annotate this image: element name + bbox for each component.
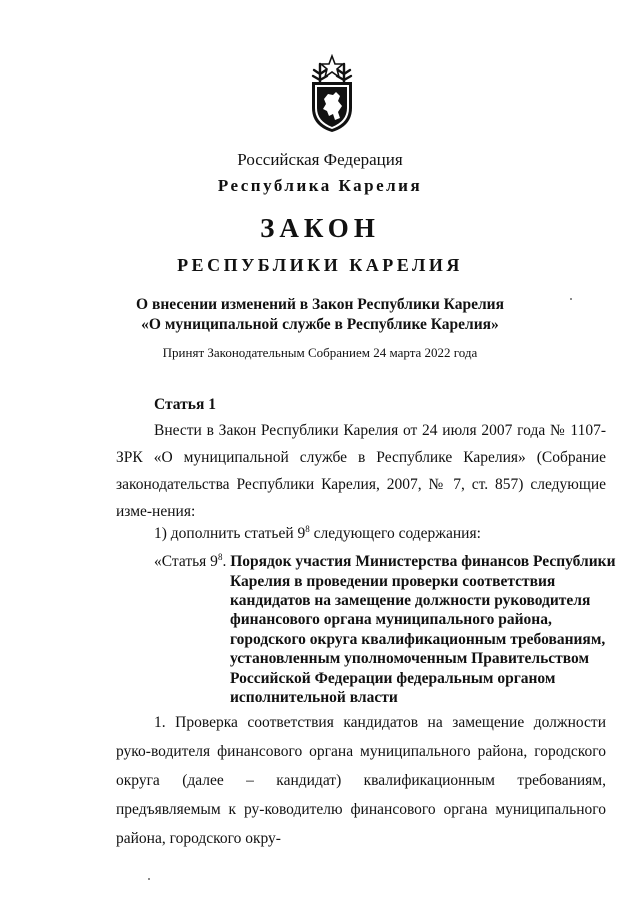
republic-name: Республика Карелия bbox=[217, 176, 423, 195]
new-article-first-line bbox=[154, 548, 614, 572]
adoption-note: Принят Законодательным Собранием 24 марта 2022 года bbox=[162, 345, 478, 360]
coat-of-arms-emblem bbox=[300, 54, 364, 134]
law-subject-line-1: О внесении изменений в Закон Республики Карелия bbox=[136, 296, 504, 313]
item-1-text-end: следующего содержания: bbox=[309, 525, 481, 543]
new-article-prefix: «Статья 9 bbox=[154, 553, 218, 571]
item-1-superscript: 8 bbox=[305, 524, 310, 534]
law-subject-line-2: «О муниципальной службе в Республике Карелия» bbox=[141, 316, 499, 333]
issuer-title: РЕСПУБЛИКИ КАРЕЛИЯ bbox=[177, 255, 463, 275]
clause-1-text: 1. Проверка соответствия кандидатов на замещение должности руко-водителя финансового органа муниципального района, городского округа (далее – кандидат) квалификационным требованиям, предъявляемым к ру-ководителю финансового органа муниципального района, городского окру- bbox=[116, 714, 606, 847]
scan-speck bbox=[148, 878, 150, 880]
new-article-title-line: установленным уполномоченным Правительством bbox=[230, 650, 590, 668]
new-article-title-line: городского округа квалификационным требованиям, bbox=[230, 630, 606, 648]
new-article-title-first: Порядок участия Министерства финансов Республики bbox=[230, 553, 616, 571]
item-1-text-start: 1) дополнить статьей 9 bbox=[154, 525, 306, 543]
country-name: Российская Федерация bbox=[237, 150, 403, 169]
new-article-title-line: Российской Федерации федеральным органом bbox=[230, 669, 556, 687]
new-article-title-line: финансового органа муниципального района, bbox=[230, 611, 552, 629]
article-1-heading: Статья 1 bbox=[154, 396, 216, 413]
new-article-block bbox=[154, 548, 614, 707]
article-1-item-1 bbox=[116, 516, 606, 547]
new-article-title-line: Карелия в проведении проверки соответствия bbox=[230, 572, 556, 590]
document-type-title: ЗАКОН bbox=[260, 213, 380, 243]
new-article-title-line: исполнительной власти bbox=[230, 689, 398, 706]
scan-speck bbox=[570, 298, 572, 300]
new-article-dot: . bbox=[222, 553, 227, 571]
article-1-intro: Внести в Закон Республики Карелия от 24 июля 2007 года № 1107-ЗРК «О муниципальной службе в Республике Карелия» (Собрание законодательства Республики Карелия, 2007, № 7, ст. 857) следующие изме-нения: bbox=[116, 422, 606, 520]
law-subject bbox=[0, 295, 640, 335]
new-article-title-line: кандидатов на замещение должности руководителя bbox=[230, 591, 591, 609]
new-article-superscript: 8 bbox=[217, 552, 223, 562]
